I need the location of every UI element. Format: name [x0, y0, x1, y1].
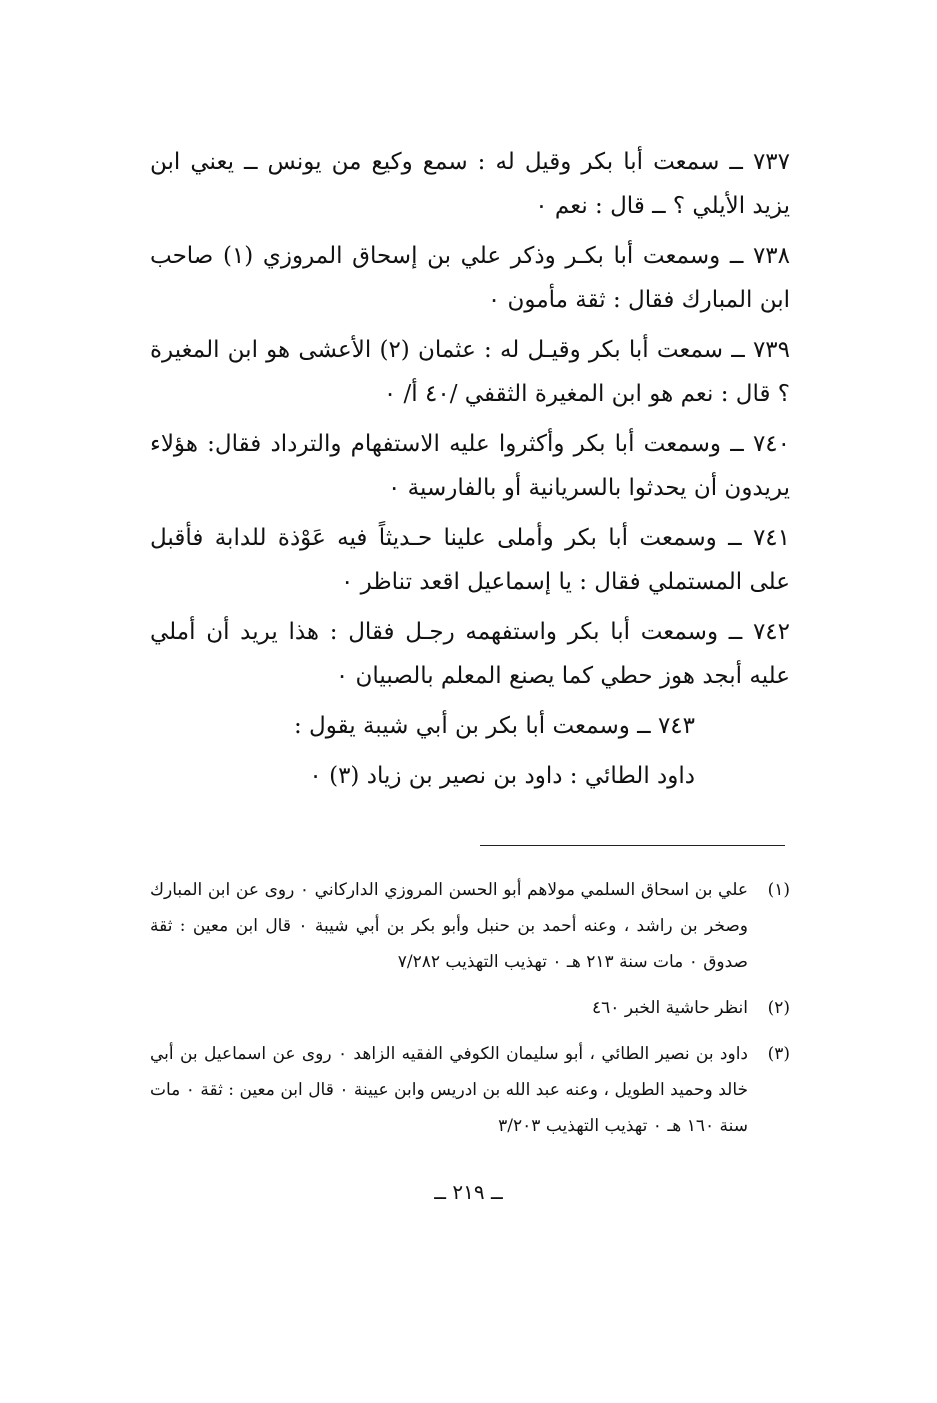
paragraph-741: ٧٤١ ــ وسمعت أبا بكر وأملى علينا حـديثاً فيه عَوْذة للدابة فأقبل على المستملي فقال : يا إسماعيل اقعد تناظر ٠	[150, 525, 790, 595]
paragraph-742: ٧٤٢ ــ وسمعت أبا بكر واستفهمه رجـل فقال : هذا يريد أن أملي عليه أبجد هوز حطي كما يصنع المعلم بالصبيان ٠	[150, 619, 790, 689]
paragraph-743-quote: داود الطائي : داود بن نصير بن زياد (٣) ٠	[309, 763, 695, 789]
paragraph-739: ٧٣٩ ــ سمعت أبا بكر وقيـل له : عثمان (٢) الأعشى هو ابن المغيرة ؟ قال : نعم هو ابن المغيرة الثقفي /٤٠ أ/ ٠	[150, 337, 790, 407]
footnote-text: انظر حاشية الخبر ٤٦٠	[592, 998, 748, 1018]
paragraph-743: ٧٤٣ ــ وسمعت أبا بكر بن أبي شيبة يقول :	[293, 713, 695, 739]
footnote-divider	[480, 845, 785, 846]
footnote-number: (١)	[767, 880, 790, 900]
footnote-text: علي بن اسحاق السلمي مولاهم أبو الحسن المروزي الداركاني ٠ روى عن ابن المبارك وصخر بن راشد ، وعنه أحمد بن حنبل وأبو بكر بن أبي شيبة ٠ قال ابن معين : ثقة صدوق ٠ مات سنة ٢١٣ هـ ٠ تهذيب التهذيب ٧/٢٨٢	[150, 880, 749, 972]
footnote-number: (٣)	[767, 1044, 790, 1064]
paragraph-740: ٧٤٠ ــ وسمعت أبا بكر وأكثروا عليه الاستفهام والترداد فقال: هؤلاء يريدون أن يحدثوا بالسريانية أو بالفارسية ٠	[150, 431, 790, 501]
footnote-number: (٢)	[767, 998, 790, 1018]
footnote-2	[150, 990, 790, 1026]
footnote-3	[150, 1036, 790, 1144]
page-number: ــ ٢١٩ ــ	[434, 1180, 503, 1204]
main-text	[150, 140, 790, 804]
footnote-1	[150, 872, 790, 980]
paragraph-738: ٧٣٨ ــ وسمعت أبا بكـر وذكر علي بن إسحاق المروزي (١) صاحب ابن المبارك فقال : ثقة مأمون ٠	[150, 243, 791, 313]
paragraph-737: ٧٣٧ ــ سمعت أبا بكر وقيل له : سمع وكيع من يونس ــ يعني ابن يزيد الأيلي ؟ ــ قال : نعم ٠	[150, 149, 790, 219]
footnote-text: داود بن نصير الطائي ، أبو سليمان الكوفي الفقيه الزاهد ٠ روى عن اسماعيل بن أبي خالد وحميد الطويل ، وعنه عبد الله بن ادريس وابن عيينة ٠ قال ابن معين : ثقة ٠ مات سنة ١٦٠ هـ ٠ تهذيب التهذيب ٣/٢٠٣	[150, 1044, 749, 1136]
footnotes	[150, 872, 790, 1154]
